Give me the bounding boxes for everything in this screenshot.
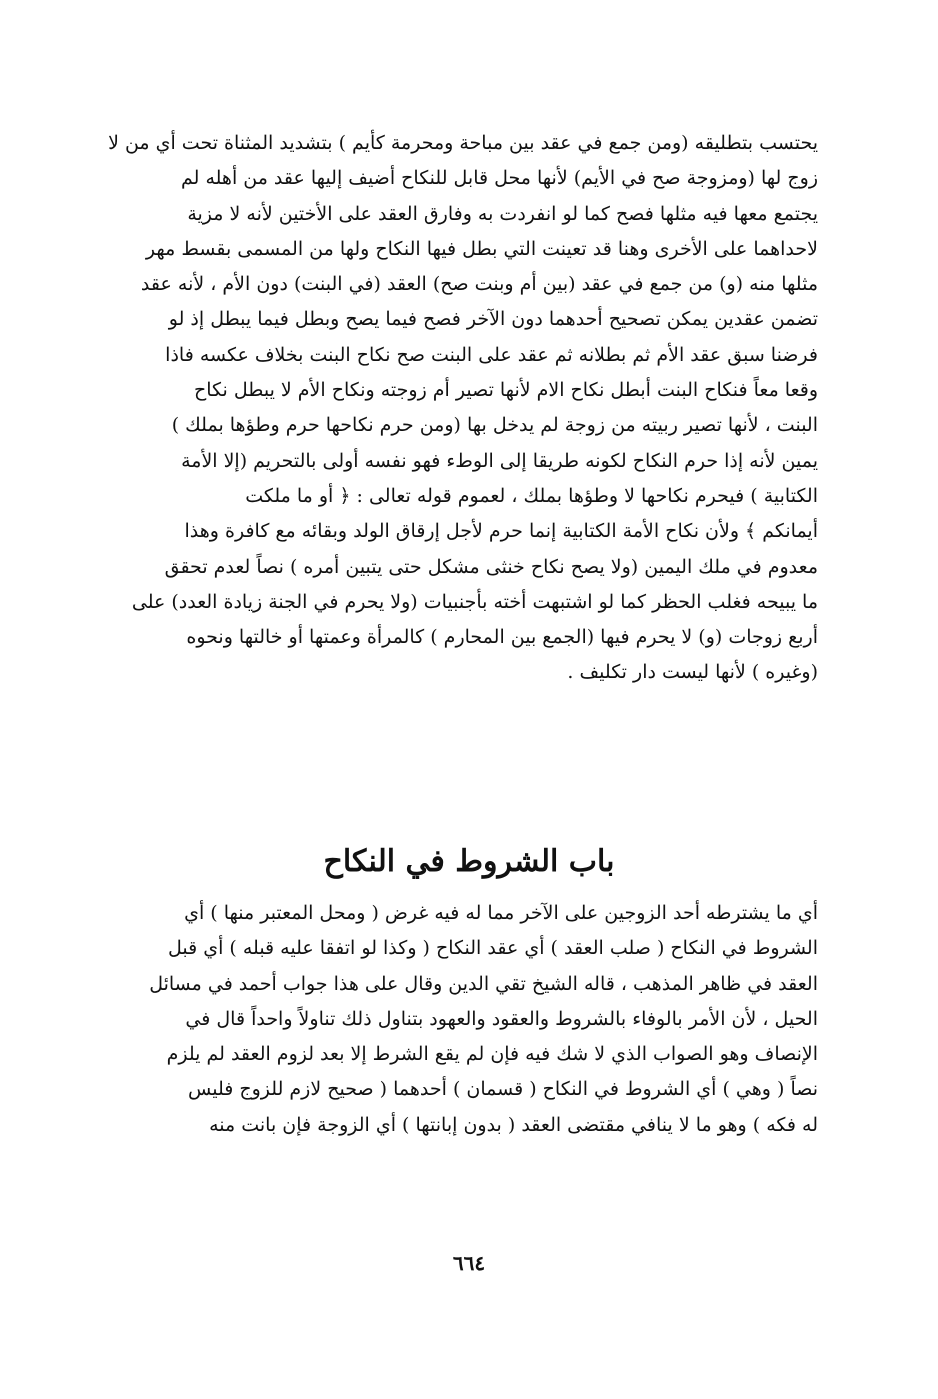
main-text-top bbox=[100, 126, 818, 691]
text-line: زوج لها (ومزوجة صح في الأيم) لأنها محل قابل للنكاح أضيف إليها عقد من أهله لم bbox=[180, 167, 818, 190]
text-line: نصاً ( وهي ) أي الشروط في النكاح ( قسمان ) أحدهما ( صحيح لازم للزوج فليس bbox=[188, 1078, 818, 1101]
text-line: الكتابية ) فيحرم نكاحها لا وطؤها بملك ، لعموم قوله تعالى : ﴿ أو ما ملكت bbox=[245, 484, 818, 507]
text-line: الحيل ، لأن الأمر بالوفاء بالشروط والعقود والعهود بتناول ذلك تناولاً واحداً قال في bbox=[185, 1007, 818, 1030]
text-line: ما يبيحه فغلب الحظر كما لو اشتبهت أخته بأجنبيات (ولا يحرم في الجنة زيادة العدد) على bbox=[131, 590, 818, 613]
page-number: ٦٦٤ bbox=[452, 1251, 486, 1275]
text-line: البنت ، لأنها تصير ربيته من زوجة لم يدخل بها (ومن حرم نكاحها حرم وطؤها بملك ) bbox=[171, 414, 818, 437]
text-line: أيمانكم ﴾ ولأن نكاح الأمة الكتابية إنما حرم لأجل إرقاق الولد وبقائه مع كافرة وهذا bbox=[184, 520, 818, 543]
text-line: مثلها منه (و) من جمع في عقد (بين أم وبنت صح) العقد (في البنت) دون الأم ، لأنه عقد bbox=[140, 273, 818, 296]
text-line: معدوم في ملك اليمين (ولا يصح نكاح خنثى مشكل حتى يتبين أمره ) نصاً لعدم تحقق bbox=[164, 555, 818, 578]
main-text-bottom bbox=[100, 896, 818, 1143]
text-line: الشروط في النكاح ( صلب العقد ) أي عقد النكاح ( وكذا لو اتفقا عليه قبله ) أي قبل bbox=[167, 937, 818, 960]
text-line: (وغيره ) لأنها ليست دار تكليف . bbox=[567, 661, 818, 684]
section-title: باب الشروط في النكاح bbox=[323, 844, 615, 879]
text-line: وقعا معاً فنكاح البنت أبطل نكاح الام لأنها تصير أم زوجته ونكاح الأم لا يبطل نكاح bbox=[193, 379, 818, 402]
text-line: يحتسب بتطليقه (ومن جمع في عقد بين مباحة ومحرمة كأيم ) بتشديد المثناة تحت أي من لا bbox=[108, 132, 818, 154]
text-line: فرضنا سبق عقد الأم ثم بطلانه ثم عقد على البنت صح نكاح البنت بخلاف عكسه فاذا bbox=[165, 343, 818, 366]
text-line: أربع زوجات (و) لا يحرم فيها (الجمع بين المحارم ) كالمرأة وعمتها أو خالتها ونحوه bbox=[186, 626, 818, 649]
text-line: لاحداهما على الأخرى وهنا قد تعينت التي بطل فيها النكاح ولها من المسمى بقسط مهر bbox=[145, 237, 818, 260]
text-line: تضمن عقدين يمكن تصحيح أحدهما دون الآخر فصح فيما يصح وبطل فيما يبطل إذ لو bbox=[168, 308, 818, 331]
text-line: أي ما يشترطه أحد الزوجين على الآخر مما له فيه غرض ( ومحل المعتبر منها ) أي bbox=[184, 902, 818, 924]
text-line: له فكه ) وهو ما لا ينافي مقتضى العقد ( بدون إبانتها ) أي الزوجة فإن بانت منه bbox=[209, 1113, 818, 1136]
text-line: يجتمع معها فيه مثلها فصح كما لو انفردت به وفارق العقد على الأختين لأنه لا مزية bbox=[187, 202, 818, 225]
text-line: يمين لأنه إذا حرم النكاح لكونه طريقا إلى الوطء فهو نفسه أولى بالتحريم (إلا الأمة bbox=[181, 449, 818, 472]
text-line: الإنصاف وهو الصواب الذي لا شك فيه فإن لم يقع الشرط إلا بعد لزوم العقد لم يلزم bbox=[166, 1043, 818, 1066]
text-line: العقد في ظاهر المذهب ، قاله الشيخ تقي الدين وقال على هذا جواب أحمد في مسائل bbox=[149, 972, 818, 995]
